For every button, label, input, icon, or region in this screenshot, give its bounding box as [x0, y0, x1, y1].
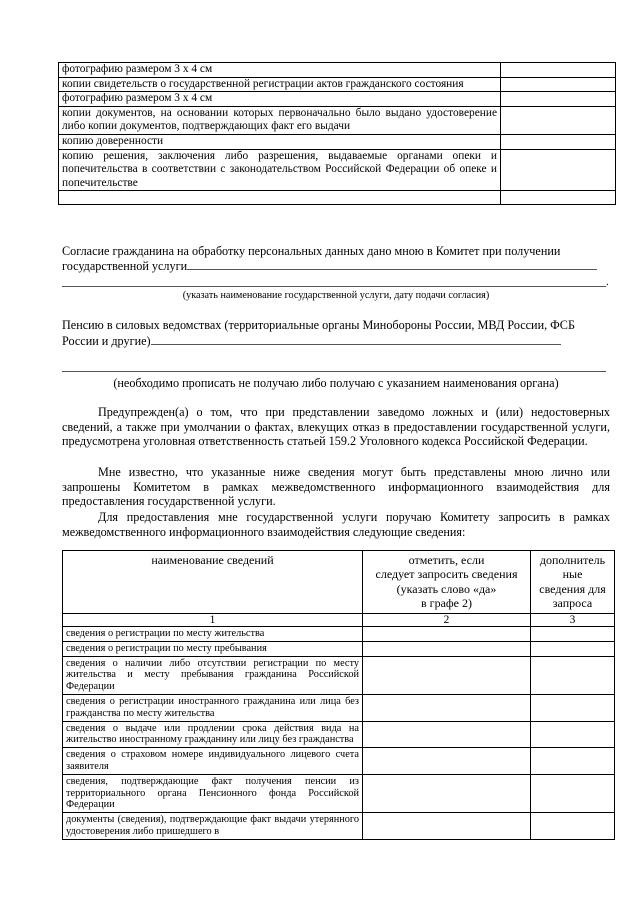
column-number: 1: [63, 614, 363, 627]
header-line: сведения для: [539, 581, 606, 596]
document-mark-cell[interactable]: [501, 149, 616, 191]
header-line: (указать слово «да»: [396, 581, 497, 596]
pension-field-line2[interactable]: [62, 371, 606, 372]
additional-info-cell[interactable]: [531, 627, 615, 642]
additional-info-cell[interactable]: [531, 813, 615, 840]
consent-text: Согласие гражданина на обработку персональных данных дано мною в Комитет при получении государственной услуги: [62, 244, 561, 273]
additional-info-cell[interactable]: [531, 774, 615, 812]
request-mark-cell[interactable]: [363, 813, 531, 840]
header-line: в графе 2): [420, 596, 472, 611]
consent-service-field-line2[interactable]: [62, 286, 606, 287]
header-line: следует запросить сведения: [375, 567, 518, 582]
document-item-empty[interactable]: [59, 191, 501, 205]
info-paragraph: Мне известно, что указанные ниже сведения могут быть представлены мною лично или запрошены Комитетом в рамках межведомственного информационного взаимодействия для предоставления государственной услуги.: [62, 465, 610, 509]
consent-service-field[interactable]: [187, 269, 597, 270]
request-mark-cell[interactable]: [363, 721, 531, 748]
warning-paragraph: Предупрежден(а) о том, что при представлении заведомо ложных и (или) недостоверных сведений, а также при умолчании о фактах, влекущих отказ в предоставлении государственной услуги, предусмотрена уголовная ответственность статьей 159.2 Уголовного кодекса Российской Федерации.: [62, 405, 610, 449]
request-mark-cell[interactable]: [363, 641, 531, 656]
table-row: [59, 149, 616, 191]
header-name: наименование сведений: [63, 551, 363, 614]
info-name-cell: сведения о страховом номере индивидуального лицевого счета заявителя: [63, 748, 363, 775]
request-mark-cell[interactable]: [363, 748, 531, 775]
table-row: [59, 63, 616, 78]
consent-caption: (указать наименование государственной услуги, дату подачи согласия): [182, 290, 490, 301]
header-line: запроса: [552, 596, 593, 611]
document-item: фотографию размером 3 х 4 см: [59, 92, 501, 107]
table-row: [63, 774, 615, 812]
header-line: отметить, если: [408, 553, 485, 567]
document-item: фотографию размером 3 х 4 см: [59, 63, 501, 78]
table-row: [59, 106, 616, 134]
request-mark-cell[interactable]: [363, 694, 531, 721]
table-row: [59, 191, 616, 205]
document-mark-cell[interactable]: [501, 77, 616, 92]
additional-info-cell[interactable]: [531, 641, 615, 656]
request-mark-cell[interactable]: [363, 656, 531, 694]
info-name-cell: сведения о регистрации по месту пребывания: [63, 641, 363, 656]
column-number: 2: [363, 614, 531, 627]
table-row: [63, 641, 615, 656]
additional-info-cell[interactable]: [531, 721, 615, 748]
column-number-row: [63, 614, 615, 627]
additional-info-cell[interactable]: [531, 656, 615, 694]
table-row: [59, 134, 616, 149]
document-mark-cell[interactable]: [501, 63, 616, 78]
consent-end-mark: .: [606, 276, 609, 288]
pension-caption: (необходимо прописать не получаю либо получаю с указанием наименования органа): [113, 376, 559, 390]
header-line: дополнитель: [539, 553, 606, 567]
info-name-cell: сведения, подтверждающие факт получения пенсии из территориального органа Пенсионного фонда Российской Федерации: [63, 774, 363, 812]
info-name-cell: документы (сведения), подтверждающие факт выдачи утерянного удостоверения либо пришедшего в: [63, 813, 363, 840]
additional-info-cell[interactable]: [531, 694, 615, 721]
table-row: [59, 77, 616, 92]
info-name-cell: сведения о регистрации иностранного гражданина или лица без гражданства по месту жительства: [63, 694, 363, 721]
table-row: [63, 627, 615, 642]
request-paragraph: Для предоставления мне государственной услуги поручаю Комитету запросить в рамках межведомственного информационного взаимодействия следующие сведения:: [62, 510, 610, 539]
document-mark-cell[interactable]: [501, 92, 616, 107]
document-mark-cell[interactable]: [501, 106, 616, 134]
table-row: [63, 748, 615, 775]
table-row: [59, 92, 616, 107]
table-row: [63, 813, 615, 840]
document-item: копию доверенности: [59, 134, 501, 149]
info-name-cell: сведения о выдаче или продлении срока действия вида на жительство иностранному гражданину или лицу без гражданства: [63, 721, 363, 748]
request-mark-cell[interactable]: [363, 627, 531, 642]
info-name-cell: сведения о регистрации по месту жительства: [63, 627, 363, 642]
header-line: ные: [562, 567, 583, 582]
table-header-row: [63, 551, 615, 614]
pension-text: Пенсию в силовых ведомствах (территориальные органы Минобороны России, МВД России, ФСБ России и другие): [62, 318, 575, 348]
table-row: [63, 694, 615, 721]
request-table: [62, 550, 615, 840]
table-row: [63, 721, 615, 748]
header-request-mark: [363, 551, 531, 614]
header-additional-info: [531, 551, 615, 614]
consent-section: [62, 244, 610, 274]
info-name-cell: сведения о наличии либо отсутствии регистрации по месту жительства и месту пребывания гражданина Российской Федерации: [63, 656, 363, 694]
document-item: копии свидетельств о государственной регистрации актов гражданского состояния: [59, 77, 501, 92]
document-item: копию решения, заключения либо разрешения, выдаваемые органами опеки и попечительства в соответствии с законодательством Российской Федерации об опеке и попечительстве: [59, 149, 501, 191]
column-number: 3: [531, 614, 615, 627]
pension-section: [62, 318, 610, 349]
document-mark-cell[interactable]: [501, 191, 616, 205]
pension-field[interactable]: [151, 344, 561, 345]
document-mark-cell[interactable]: [501, 134, 616, 149]
documents-table: [58, 62, 616, 205]
document-item: копии документов, на основании которых первоначально было выдано удостоверение либо копии документов, подтверждающих факт его выдачи: [59, 106, 501, 134]
table-row: [63, 656, 615, 694]
request-mark-cell[interactable]: [363, 774, 531, 812]
additional-info-cell[interactable]: [531, 748, 615, 775]
